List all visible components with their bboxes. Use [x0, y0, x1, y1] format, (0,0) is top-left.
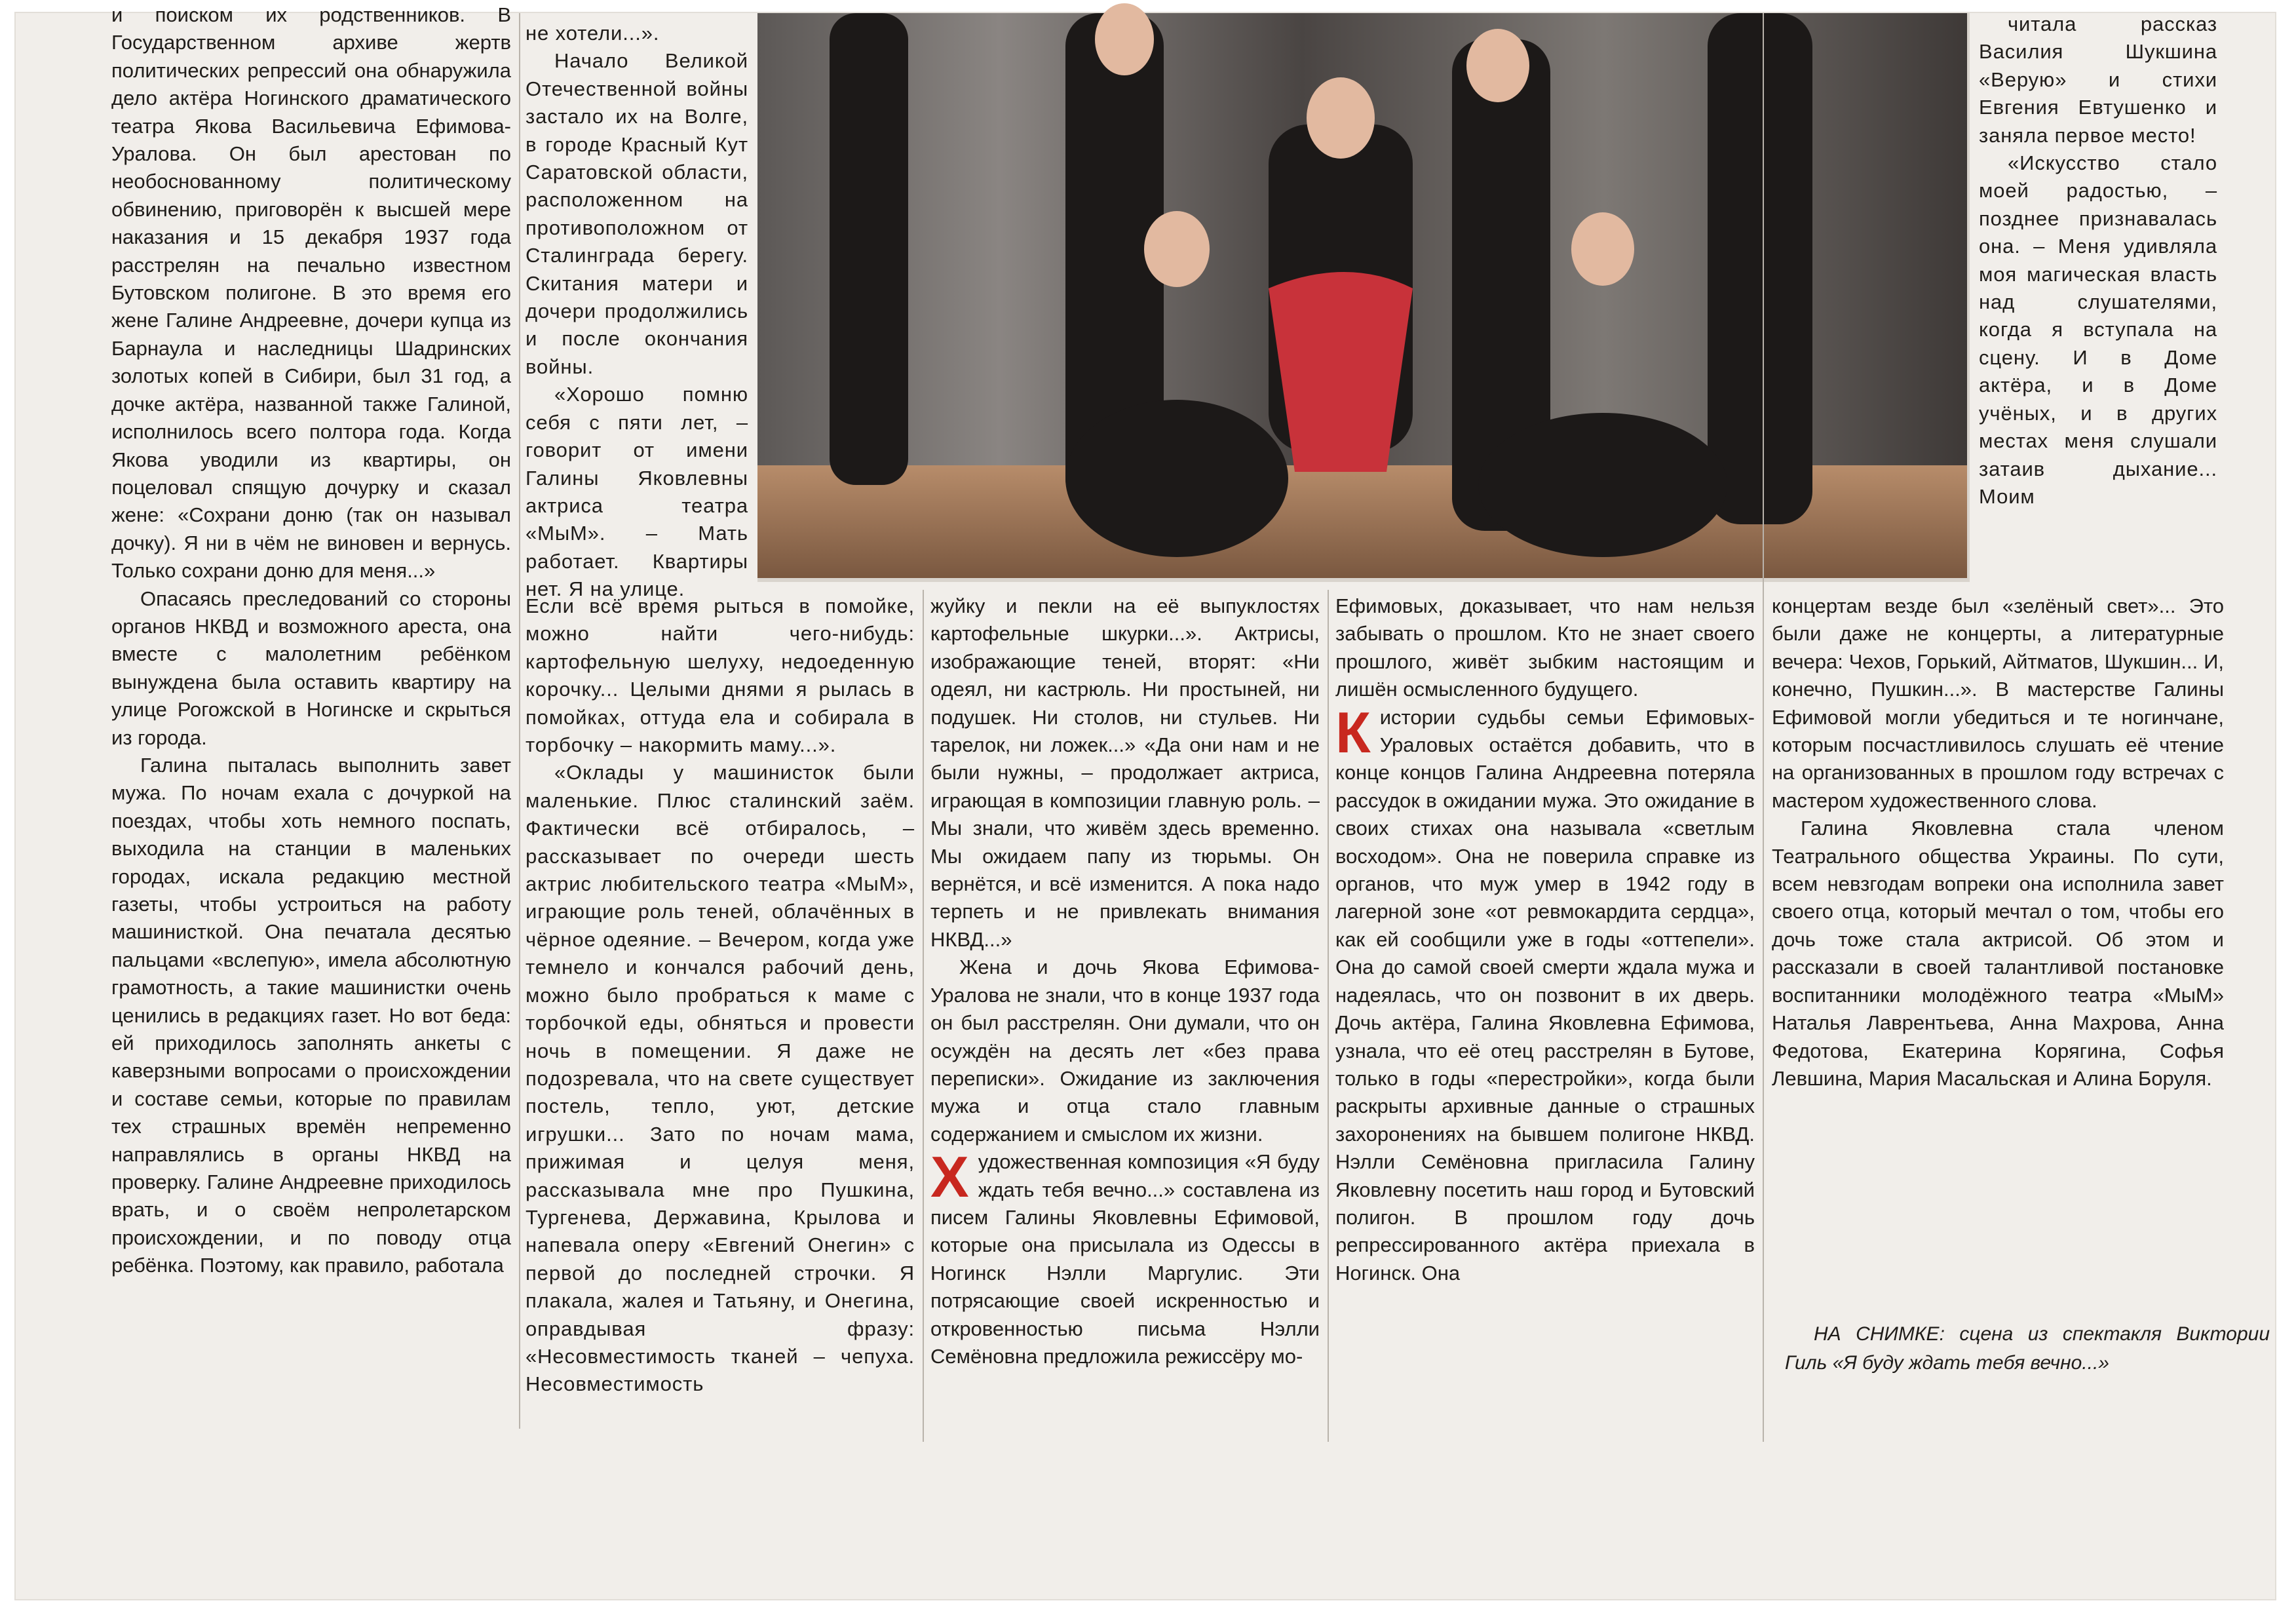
article-column-3 — [930, 592, 1320, 1444]
paragraph: Если всё время рыться в помойке, можно найти чего-нибудь: картофельную шелуху, недоеденную корочку... Целыми днями я рылась в помойках, оттуда ела и собирала в торбочку – накормить маму...». — [526, 594, 915, 757]
photo-caption — [1785, 1320, 2270, 1378]
paragraph: жуйку и пекли на её выпуклостях картофельные шкурки...». Актрисы, изображающие теней, вторят: «Ни одеял, ни кастрюль. Ни простыней, ни подушек. Ни столов, ни стульев. Ни тарелок, ни ложек...» «Да они нам и не были нужны, – продолжает актриса, играющая в композиции главную роль. – Мы знали, что живём здесь временно. Мы ожидаем папу из тюрьмы. Он вернётся, и всё изменится. А пока надо терпеть и не привлекать внимания НКВД...» — [930, 594, 1320, 951]
paragraph: Ефимовых, доказывает, что нам нельзя забывать о прошлом. Кто не знает своего прошлого, живёт зыбким настоящим и лишён осмысленного будущего. — [1335, 594, 1755, 701]
column-divider — [519, 13, 520, 1429]
paragraph: «Искусство стало моей радостью, – позднее признавалась она. – Меня удивляла моя магическая власть над слушателями, когда я вступала на сцену. И в Доме актёра, и в Доме учёных, и в других местах меня слушали затаив дыхание... Моим — [1979, 151, 2217, 508]
paragraph: «Оклады у машинисток были маленькие. Плюс сталинский заём. Фактически всё отбиралось, – рассказывает по очереди шесть актрис любительского театра «МыМ», играющие роль теней, облачённых в чёрное одеяние. – Вечером, когда уже темнело и кончался рабочий день, можно было пробраться к маме с торбочкой еды, обняться и провести ночь в помещении. Я даже не подозревала, что на свете существует постель, тепло, уют, детские игрушки... Зато по ночам мама, прижимая и целуя меня, рассказывала мне про Пушкина, Тургенева, Державина, Крылова и напевала оперу «Евгений Онегин» с первой до последней строчки. Я плакала, жалея и Татьяну, и Онегина, оправдывая фразу: «Несовместимость тканей – чепуха. Несовместимость — [526, 761, 915, 1396]
paragraph: «Хорошо помню себя с пяти лет, – говорит от имени Галины Яковлевны актриса театра «МыМ». – Мать работает. Квартиры нет. Я на улице. — [526, 383, 748, 601]
article-column-4 — [1335, 592, 1755, 1444]
paragraph-with-initial — [1335, 699, 1755, 1288]
article-column-2-top — [526, 20, 748, 601]
drop-cap: Х — [930, 1144, 969, 1210]
paragraph-with-initial — [930, 1144, 1320, 1370]
paragraph: и поиском их родственников. В Государственном архиве жертв политических репрессий она обнаружила дело актёра Ногинского драматического театра Якова Васильевича Ефимова-Уралова. Он был арестован по необоснованному политическому обвинению, приговорён к высшей мере наказания и 15 декабря 1937 года расстрелян на печально известном Бутовском полигоне. В это время его жене Галине Андреевне, дочери купца из Барнаула и наследницы Шадринских золотых копей в Сибири, был 31 год, а дочке актёра, названной также Галиной, исполнилось всего полтора года. Когда Якова уводили из квартиры, он поцеловал спящую дочурку и сказал жене: «Сохрани доню (так он называл дочку). Я ни в чём не виновен и вернусь. Только сохрани доню для меня...» — [111, 3, 511, 583]
newspaper-page — [16, 3, 2275, 1599]
paragraph: читала рассказ Василия Шукшина «Верую» и стихи Евгения Евтушенко и заняла первое место! — [1979, 12, 2217, 147]
theatre-scene-photo — [757, 13, 1970, 582]
paragraph: не хотели...». — [526, 22, 660, 45]
theatre-scene-photo-icon — [757, 13, 1967, 578]
column-divider — [1328, 590, 1329, 1442]
paragraph: концертам везде был «зелёный свет»... Это были даже не концерты, а литературные вечера: Чехов, Горький, Айтматов, Шукшин... И, конечно, Пушкин...». В мастерстве Галины Ефимовой могли убедиться и те ногинчане, которым посчастливилось слушать её чтение на организованных в прошлом году встречах с мастером художественного слова. — [1772, 594, 2224, 812]
paragraph: Опасаясь преследований со стороны органов НКВД и возможного ареста, она вместе с малолетним ребёнком вынуждена была оставить квартиру на улице Рогожской в Ногинске и скрыться из города. — [111, 587, 511, 749]
paragraph: Галина Яковлевна стала членом Театрального общества Украины. По сути, всем невзгодам вопреки она исполнила завет своего отца, который мечтал о том, чтобы его дочь тоже стала актрисой. Об этом и рассказали в своей талантливой постановке воспитанники молодёжного театра «МыМ» Наталья Лаврентьева, Анна Махрова, Анна Федотова, Екатерина Корягина, Софья Левшина, Мария Масальская и Алина Боруля. — [1772, 817, 2224, 1090]
paragraph: истории судьбы семьи Ефимовых-Ураловых остаётся добавить, что в конце концов Галина Андреевна потеряла рассудок в ожидании мужа. Это ожидание в своих стихах она называла «светлым восходом». Она не поверила справке из органов, что муж умер в 1942 году в лагерной зоне «от ревмокардита сердца», как ей сообщили уже в годы «оттепели». Она до самой своей смерти ждала мужа и надеялась, что он позвонит в их дверь. Дочь актёра, Галина Яковлевна Ефимова, узнала, что её отец расстрелян в Бутове, только в годы «перестройки», когда были раскрыты архивные данные о страшных захоронениях на бывшем полигоне НКВД. Нэлли Семёновна пригласила Галину Яковлевну посетить наш город и Бутовский полигон. В прошлом году дочь репрессированного актёра приехала в Ногинск. Она — [1335, 705, 1755, 1285]
paragraph: Начало Великой Отечественной войны застало их на Волге, в городе Красный Кут Саратовской области, расположенном на противоположном от Сталинграда берегу. Скитания матери и дочери продолжились и после окончания войны. — [526, 49, 748, 378]
paragraph: Галина пыталась выполнить завет мужа. По ночам ехала с дочуркой на поездах, чтобы хоть немного поспать, выходила на станции в маленьких городах, искала редакцию местной газеты, чтобы устроиться на работу машинисткой. Она печатала десятью пальцами «вслепую», имела абсолютную грамотность, а такие машинистки очень ценились в редакциях газет. Но вот беда: ей приходилось заполнять анкеты с каверзными вопросами о происхождении и составе семьи, которые по правилам тех страшных времён непременно направлялись в органы НКВД на проверку. Галине Андреевне приходилось врать, и о своём непролетарском происхождении, и по поводу отца ребёнка. Поэтому, как правило, работала — [111, 753, 511, 1277]
article-column-5-bottom — [1772, 592, 2224, 1313]
drop-cap: К — [1335, 699, 1371, 765]
caption-text: НА СНИМКЕ: сцена из спектакля Виктории Гиль «Я буду ждать тебя вечно...» — [1785, 1323, 2270, 1374]
article-column-1 — [111, 1, 511, 1443]
paragraph: Жена и дочь Якова Ефимова-Уралова не знали, что в конце 1937 года он был расстрелян. Они думали, что он осуждён на десять лет «без права переписки». Ожидание из заключения мужа и отца стало главным содержанием и смыслом их жизни. — [930, 956, 1320, 1146]
column-divider — [1763, 13, 1764, 1442]
article-column-2-bottom — [526, 592, 915, 1444]
column-divider — [923, 590, 924, 1442]
article-column-5-top — [1979, 10, 2217, 587]
paragraph: удожественная композиция «Я буду ждать тебя вечно...» составлена из писем Галины Яковлевны Ефимовой, которые она присылала из Одессы в Ногинск Нэлли Маргулис. Эти потрясающие своей искренностью и откровенностью письма Нэлли Семёновна предложила режиссёру мо- — [930, 1150, 1320, 1368]
